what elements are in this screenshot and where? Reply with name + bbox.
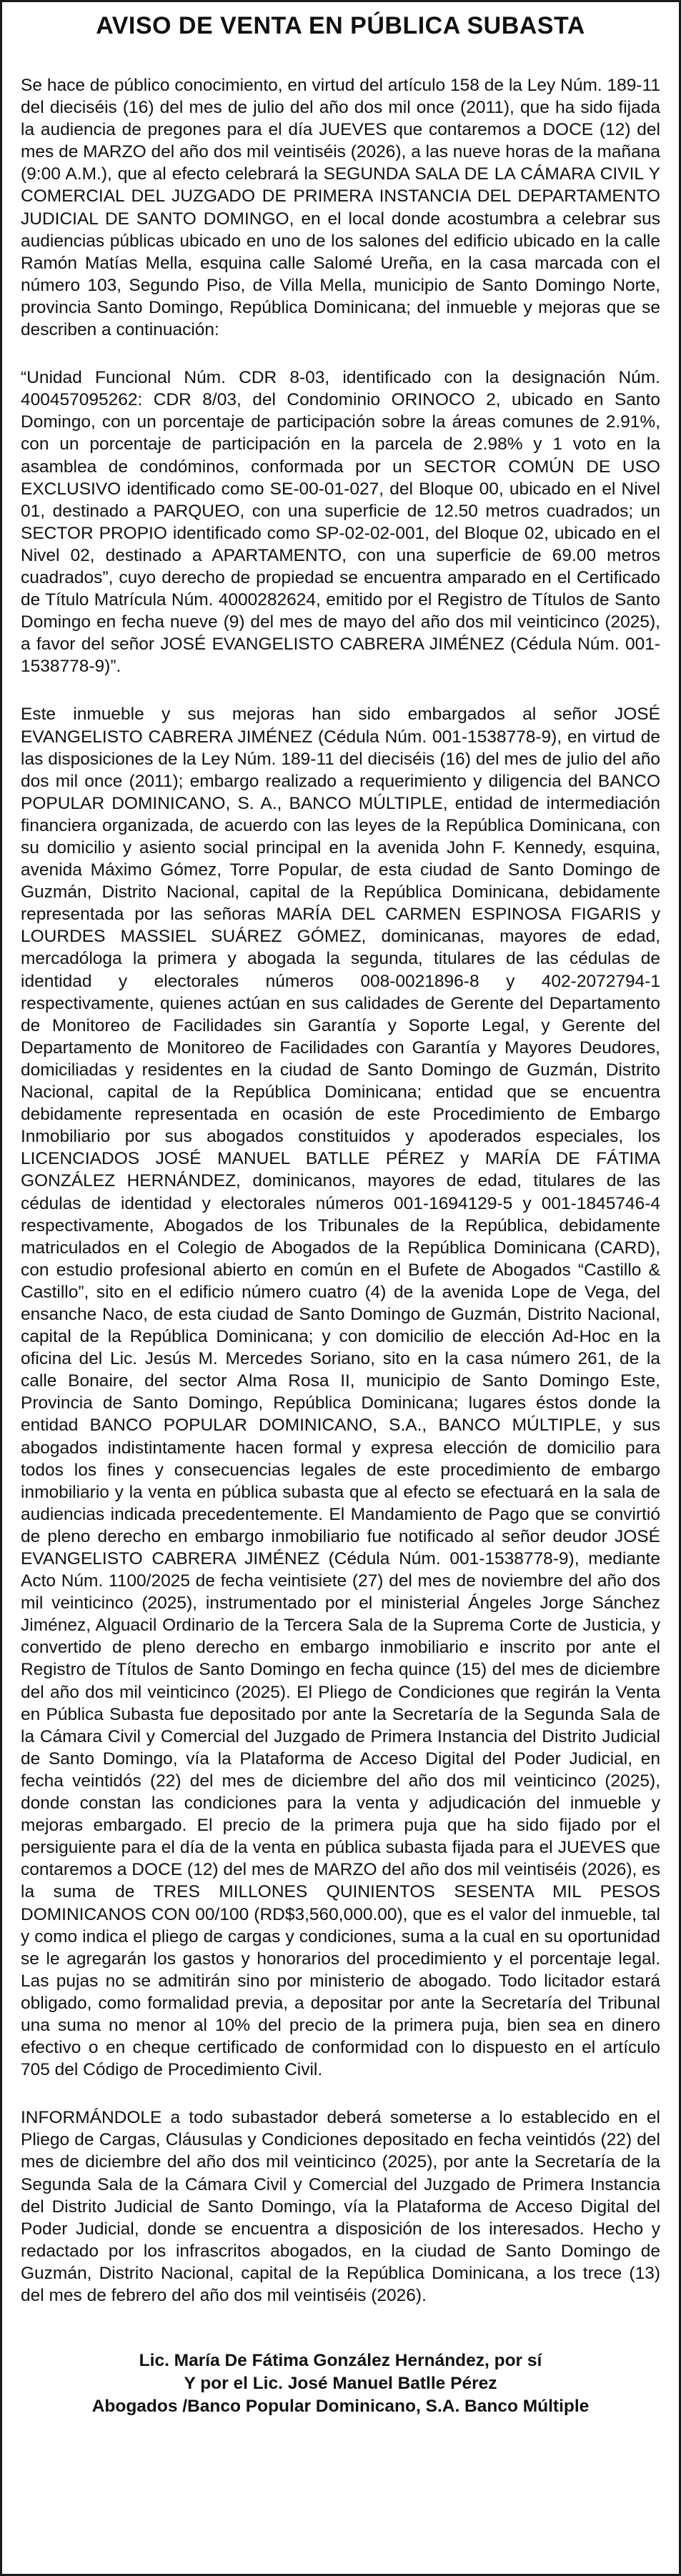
notice-paragraph-bidders: INFORMÁNDOLE a todo subastador deberá someterse a lo establecido en el Pliego de Cargas, Cláusulas y Condiciones depositado en fecha veintidós (22) del mes de diciembre del año dos mil veinticinco (2025), por ante la Secretaría de la Segunda Sala de la Cámara Civil y Comercial del Juzgado de Primera Instancia del Distrito Judicial de Santo Domingo, vía la Plataforma de Acceso Digital del Poder Judicial, donde se encuentra a disposición de los interesados. Hecho y redactado por los infrascritos abogados, en la ciudad de Santo Domingo de Guzmán, Distrito Nacional, capital de la República Dominicana, a los trece (13) del mes de febrero del año dos mil veintiséis (2026). <box>21 2108 660 2305</box>
notice-paragraph-property: “Unidad Funcional Núm. CDR 8-03, identificado con la designación Núm. 400457095262: CDR 8/03, del Condominio ORINOCO 2, ubicado en Santo Domingo, con un porcentaje de participación sobre la áreas comunes de 2.91%, con un porcentaje de participación en la parcela de 2.98% y 1 voto en la asamblea de condóminos, conformada por un SECTOR COMÚN DE USO EXCLUSIVO identificado como SE-00-01-027, del Bloque 00, ubicado en el Nivel 01, destinado a PARQUEO, con una superficie de 12.50 metros cuadrados; un SECTOR PROPIO identificado como SP-02-02-001, del Bloque 02, ubicado en el Nivel 02, destinado a APARTAMENTO, con una superficie de 69.00 metros cuadrados”, cuyo derecho de propiedad se encuentra amparado en el Certificado de Título Matrícula Núm. 4000282624, emitido por el Registro de Títulos de Santo Domingo en fecha nueve (9) del mes de mayo del año dos mil veinticinco (2025), a favor del señor JOSÉ EVANGELISTO CABRERA JIMÉNEZ (Cédula Núm. 001-1538778-9)”. <box>21 368 660 677</box>
notice-title: AVISO DE VENTA EN PÚBLICA SUBASTA <box>96 12 585 39</box>
notice-paragraph-seizure: Este inmueble y sus mejoras han sido embargados al señor JOSÉ EVANGELISTO CABRERA JIMÉNEZ (Cédula Núm. 001-1538778-9), en virtud de las disposiciones de la Ley Núm. 189-11 del dieciséis (16) del mes de julio del año dos mil once (2011); embargo realizado a requerimiento y diligencia del BANCO POPULAR DOMINICANO, S. A., BANCO MÚLTIPLE, entidad de intermediación financiera organizada, de acuerdo con las leyes de la República Dominicana, con su domicilio y asiento social principal en la avenida John F. Kennedy, esquina, avenida Máximo Gómez, Torre Popular, de esta ciudad de Santo Domingo de Guzmán, Distrito Nacional, capital de la República Dominicana, debidamente representada por las señoras MARÍA DEL CARMEN ESPINOSA FIGARIS y LOURDES MASSIEL SUÁREZ GÓMEZ, dominicanas, mayores de edad, mercadóloga la primera y abogada la segunda, titulares de las cédulas de identidad y electorales números 008-0021896-8 y 402-2072794-1 respectivamente, quienes actúan en sus calidades de Gerente del Departamento de Monitoreo de Facilidades sin Garantía y Soporte Legal, y Gerente del Departamento de Monitoreo de Facilidades con Garantía y Mayores Deudores, domiciliadas y residentes en la ciudad de Santo Domingo de Guzmán, Distrito Nacional, capital de la República Dominicana; entidad que se encuentra debidamente representada en ocasión de este Procedimiento de Embargo Inmobiliario por sus abogados constituidos y apoderados especiales, los LICENCIADOS JOSÉ MANUEL BATLLE PÉREZ y MARÍA DE FÁTIMA GONZÁLEZ HERNÁNDEZ, dominicanos, mayores de edad, titulares de las cédulas de identidad y electorales números 001-1694129-5 y 001-1845746-4 respectivamente, Abogados de los Tribunales de la República, debidamente matriculados en el Colegio de Abogados de la República Dominicana (CARD), con estudio profesional abierto en común en el Bufete de Abogados “Castillo & Castillo”, sito en el edificio número cuatro (4) de la avenida Lope de Vega, del ensanche Naco, de esta ciudad de Santo Domingo de Guzmán, Distrito Nacional, capital de la República Dominicana; y con domicilio de elección Ad-Hoc en la oficina del Lic. Jesús M. Mercedes Soriano, sito en la casa número 261, de la calle Bonaire, del sector Alma Rosa II, municipio de Santo Domingo Este, Provincia de Santo Domingo, República Dominicana; lugares éstos donde la entidad BANCO POPULAR DOMINICANO, S.A., BANCO MÚLTIPLE, y sus abogados indistintamente hacen formal y expresa elección de domicilio para todos los fines y consecuencias legales de este procedimiento de embargo inmobiliario y la venta en pública subasta que al efecto se efectuará en la sala de audiencias indicada precedentemente. El Mandamiento de Pago que se convirtió de pleno derecho en embargo inmobiliario fue notificado al señor deudor JOSÉ EVANGELISTO CABRERA JIMÉNEZ (Cédula Núm. 001-1538778-9), mediante Acto Núm. 1100/2025 de fecha veintisiete (27) del mes de noviembre del año dos mil veinticinco (2025), instrumentado por el ministerial Ángeles Jorge Sánchez Jiménez, Alguacil Ordinario de la Tercera Sala de la Suprema Corte de Justicia, y convertido de pleno derecho en embargo inmobiliario e inscrito por ante el Registro de Títulos de Santo Domingo en fecha quince (15) del mes de diciembre del año dos mil veinticinco (2025). El Pliego de Condiciones que regirán la Venta en Pública Subasta fue depositado por ante la Secretaría de la Segunda Sala de la Cámara Civil y Comercial del Juzgado de Primera Instancia del Distrito Judicial de Santo Domingo, vía la Plataforma de Acceso Digital del Poder Judicial, en fecha veintidós (22) del mes de diciembre del año dos mil veinticinco (2025), donde constan las condiciones para la venta y adjudicación del inmueble y mejoras embargado. El precio de la primera puja que ha sido fijado por el persiguiente para el día de la venta en pública subasta fijada para el JUEVES que contaremos a DOCE (12) del mes de MARZO del año dos mil veintiséis (2026), es la suma de TRES MILLONES QUINIENTOS SESENTA MIL PESOS DOMINICANOS CON 00/100 (RD$3,560,000.00), que es el valor del inmueble, tal y como indica el pliego de cargas y condiciones, suma a la cual en su oportunidad se le agregarán los gastos y honorarios del procedimiento y el porcentaje legal. Las pujas no se admitirán sino por ministerio de abogado. Todo licitador estará obligado, como formalidad previa, a depositar por ante la Secretaría del Tribunal una suma no menor al 10% del precio de la primera puja, bien sea en dinero efectivo o en cheque certificado de conformidad con lo dispuesto en el artículo 705 del Código de Procedimiento Civil. <box>21 705 660 2080</box>
notice-paragraph-hearing: Se hace de público conocimiento, en virtud del artículo 158 de la Ley Núm. 189-11 del dieciséis (16) del mes de julio del año dos mil once (2011), que ha sido fijada la audiencia de pregones para el día JUEVES que contaremos a DOCE (12) del mes de MARZO del año dos mil veintiséis (2026), a las nueve horas de la mañana (9:00 A.M.), que al efecto celebrará la SEGUNDA SALA DE LA CÁMARA CIVIL Y COMERCIAL DEL JUZGADO DE PRIMERA INSTANCIA DEL DEPARTAMENTO JUDICIAL DE SANTO DOMINGO, en el local donde acostumbra a celebrar sus audiencias públicas ubicado en uno de los salones del edificio ubicado en la calle Ramón Matías Mella, esquina calle Salomé Ureña, en la casa marcada con el número 103, Segundo Piso, de Villa Mella, municipio de Santo Domingo Norte, provincia Santo Domingo, República Dominicana; del inmueble y mejoras que se describen a continuación: <box>21 76 660 340</box>
signature-line-3: Abogados /Banco Popular Dominicano, S.A. Banco Múltiple <box>91 2397 590 2417</box>
signature-line-1: Lic. María De Fátima González Hernández, por sí <box>139 2351 542 2371</box>
signature-block <box>21 2349 660 2418</box>
signature-line-2: Y por el Lic. José Manuel Batlle Pérez <box>184 2374 497 2394</box>
